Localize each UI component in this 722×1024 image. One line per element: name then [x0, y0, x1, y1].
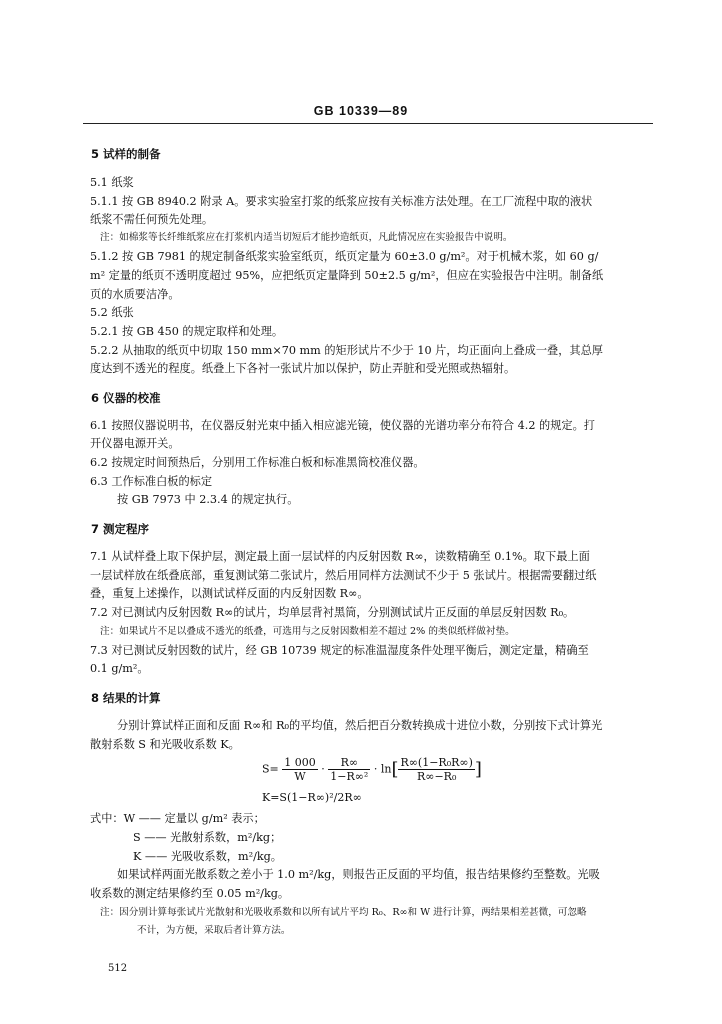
- clause-7-1-line1: 7.1 从试样叠上取下保护层，测定最上面一层试样的内反射因数 R∞，读数精确至 0.1%。取下最上面: [90, 550, 590, 563]
- section-8-para2-line1: 如果试样两面光散系数之差小于 1.0 m²/kg，则报告正反面的平均值，报告结果修约至整数。光吸: [117, 868, 600, 881]
- clause-5-2-2-line1: 5.2.2 从抽取的纸页中切取 150 mm×70 mm 的矩形试片不少于 10 片，均正面向上叠成一叠，其总厚: [90, 344, 603, 357]
- clause-7-1-line3: 叠，重复上述操作，以测试试样反面的内反射因数 R∞。: [90, 587, 369, 600]
- section-6-title: 6 仪器的校准: [91, 391, 161, 405]
- formula-lhs: S=: [262, 762, 279, 776]
- clause-5-1-2-line2: m² 定量的纸页不透明度超过 95%，应把纸页定量降到 50±2.5 g/m²，但应在实验报告中注明。制备纸: [90, 269, 604, 282]
- clause-5-1: 5.1 纸浆: [90, 176, 134, 189]
- clause-5-2: 5.2 纸张: [90, 306, 134, 319]
- fraction-log-argument: [398, 756, 474, 783]
- clause-5-2-2-line2: 度达到不透光的程度。纸叠上下各衬一张试片加以保护，防止弄脏和受光照或热辐射。: [90, 362, 516, 375]
- page-number: 512: [108, 963, 128, 974]
- clause-6-3: 6.3 工作标准白板的标定: [90, 475, 213, 488]
- section-8-note-line1: 注：因分别计算每张试片光散射和光吸收系数和以所有试片平均 R₀、R∞和 W 进行计算，两结果相差甚微，可忽略: [100, 907, 587, 918]
- fraction-grammage: [282, 756, 318, 783]
- where-intro: 式中：W —— 定量以 g/m² 表示；: [90, 812, 265, 825]
- fraction-denominator: R∞−R₀: [417, 770, 457, 783]
- clause-6-2: 6.2 按规定时间预热后，分别用工作标准白板和标准黑筒校准仪器。: [90, 456, 425, 469]
- left-brace: [: [391, 759, 399, 780]
- clause-7-2: 7.2 对已测试内反射因数 R∞的试片，均单层背衬黑筒，分别测试试片正反面的单层反射因数 R₀。: [90, 606, 575, 619]
- fraction-denominator: W: [294, 770, 306, 783]
- where-k: K —— 光吸收系数，m²/kg。: [133, 850, 282, 863]
- fraction-numerator: R∞: [328, 756, 370, 770]
- section-8-title: 8 结果的计算: [91, 691, 161, 705]
- clause-7-2-note: 注：如果试片不足以叠成不透光的纸叠，可选用与之反射因数相差不超过 2% 的类似纸样做衬垫。: [100, 626, 515, 637]
- section-8-para1-line1: 分别计算试样正面和反面 R∞和 R₀的平均值，然后把百分数转换成十进位小数，分别按下式计算光: [117, 719, 603, 732]
- clause-5-1-2-line1: 5.1.2 按 GB 7981 的规定制备纸浆实验室纸页，纸页定量为 60±3.0 g/m²。对于机械木浆，如 60 g/: [90, 250, 599, 263]
- clause-5-2-1: 5.2.1 按 GB 450 的规定取样和处理。: [90, 325, 284, 338]
- clause-5-1-1-note: 注：如棉浆等长纤维纸浆应在打浆机内适当切短后才能抄造纸页，凡此情况应在实验报告中说明。: [100, 232, 513, 243]
- fraction-reflectance: [328, 756, 370, 783]
- clause-5-1-1-line1: 5.1.1 按 GB 8940.2 附录 A。要求实验室打浆的纸浆应按有关标准方法处理。在工厂流程中取的液状: [90, 195, 593, 208]
- clause-7-3-line1: 7.3 对已测试反射因数的试片，经 GB 10739 规定的标准温湿度条件处理平衡后，测定定量，精确至: [90, 644, 589, 657]
- right-brace: ]: [474, 759, 482, 780]
- clause-6-3-body: 按 GB 7973 中 2.3.4 的规定执行。: [117, 493, 299, 506]
- clause-5-1-1-line2: 纸浆不需任何预先处理。: [90, 213, 214, 226]
- fraction-numerator: R∞(1−R₀R∞): [400, 756, 473, 769]
- clause-6-1-line1: 6.1 按照仪器说明书，在仪器反射光束中插入相应滤光镜，使仪器的光谱功率分布符合 4.2 的规定。打: [90, 419, 595, 432]
- clause-5-1-2-line3: 页的水质要洁净。: [90, 288, 180, 301]
- header-rule: [83, 123, 653, 124]
- clause-7-3-line2: 0.1 g/m²。: [90, 662, 149, 675]
- clause-7-1-line2: 一层试样放在纸叠底部，重复测试第二张试片，然后用同样方法测试不少于 5 张试片。根据需要翻过纸: [90, 569, 597, 582]
- fraction-numerator: 1 000: [284, 756, 316, 769]
- section-8-para1-line2: 散射系数 S 和光吸收系数 K。: [90, 738, 240, 751]
- fraction-denominator: 1−R∞²: [330, 770, 369, 783]
- formula-operator: ·: [321, 762, 325, 776]
- section-5-title: 5 试样的制备: [91, 147, 161, 161]
- section-7-title: 7 测定程序: [91, 522, 150, 536]
- where-s: S —— 光散射系数，m²/kg；: [133, 831, 282, 844]
- section-8-note-line2: 不计，为方便，采取后者计算方法。: [137, 925, 291, 936]
- formula-scattering: [262, 756, 482, 783]
- clause-6-1-line2: 开仪器电源开关。: [90, 437, 180, 450]
- formula-absorption: K=S(1−R∞)²/2R∞: [262, 791, 362, 804]
- page-header: GB 10339—89: [313, 104, 409, 118]
- section-8-para2-line2: 收系数的测定结果修约至 0.05 m²/kg。: [90, 887, 290, 900]
- formula-log: · ln: [373, 762, 392, 776]
